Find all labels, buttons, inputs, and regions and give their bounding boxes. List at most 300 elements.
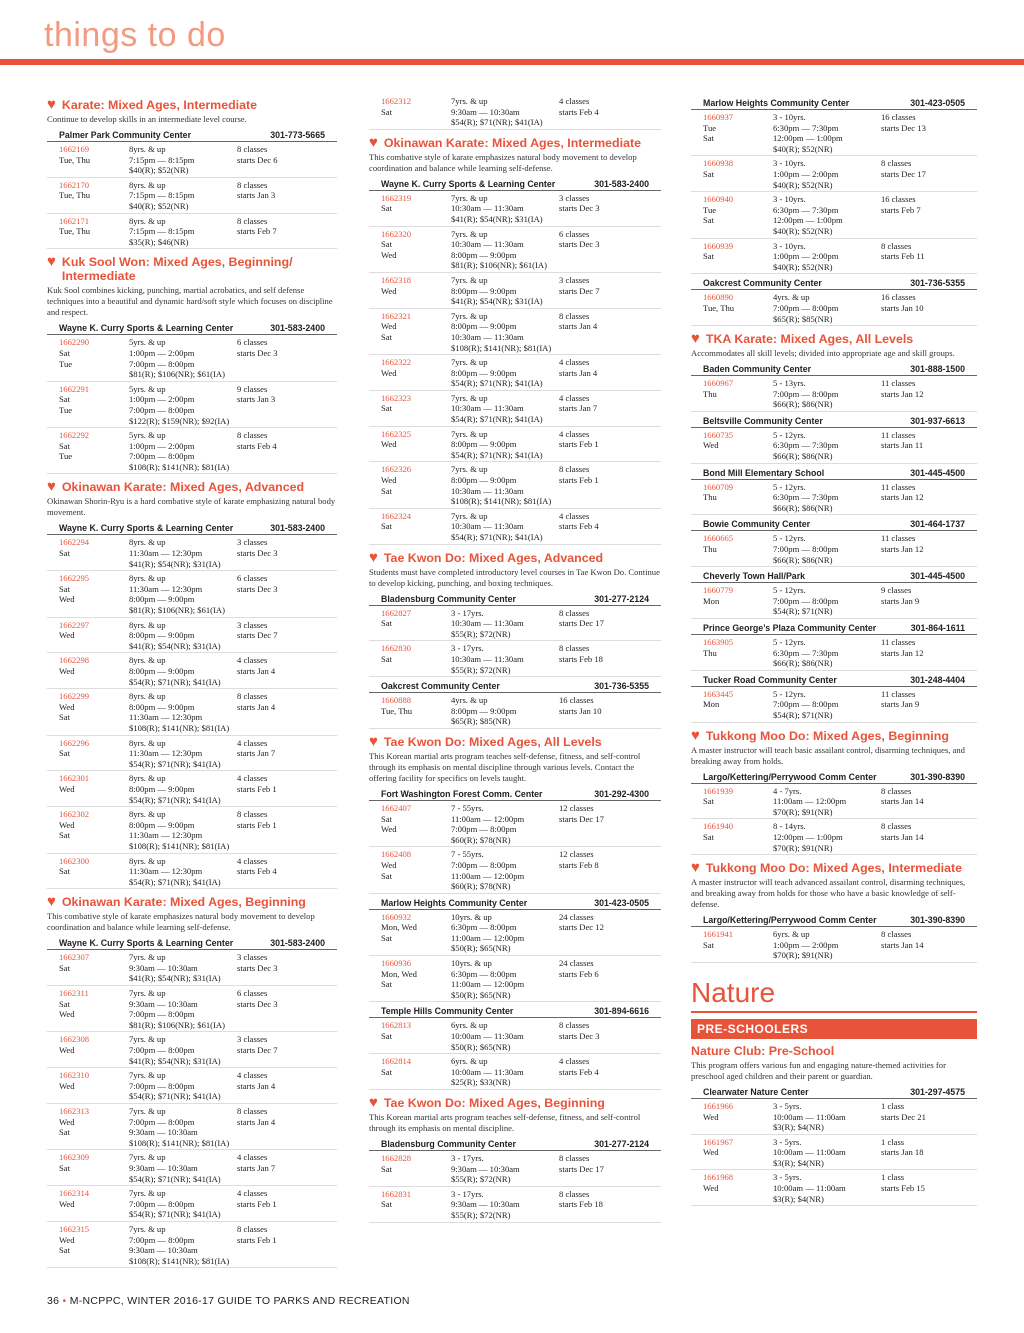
- session-time: 1:00pm — 2:00pm: [773, 168, 839, 179]
- session-days: Sat: [59, 748, 70, 759]
- session-detail-cell: [773, 1172, 881, 1204]
- session-detail-cell: [451, 96, 559, 128]
- session-detail-cell: [451, 393, 559, 425]
- session-detail-cell: [773, 585, 881, 617]
- session-detail-cell: [129, 1224, 237, 1266]
- session-time: 10:30am — 11:30am: [451, 618, 524, 629]
- session-days: Tue, Thu: [59, 154, 91, 165]
- activity-title: [47, 895, 337, 909]
- session-code-cell: [381, 275, 451, 307]
- session-start: starts Dec 7: [559, 285, 600, 296]
- session-fee: $60(R); $78(NR): [451, 834, 511, 845]
- session-classes: 8 classes: [237, 430, 268, 441]
- session-row: [369, 273, 661, 309]
- location-header: [369, 787, 661, 801]
- session-start: starts Dec 3: [237, 347, 278, 358]
- session-time: 6:30pm — 7:30pm 12:00pm — 1:00pm: [773, 204, 843, 226]
- session-count-cell: [559, 912, 661, 954]
- location-name: Clearwater Nature Center: [703, 1086, 809, 1097]
- session-ages: 4yrs. & up: [451, 695, 488, 706]
- session-ages: 6yrs. & up: [451, 1056, 488, 1067]
- session-count-cell: [881, 158, 977, 190]
- session-row: [369, 847, 661, 893]
- course-code: 1660936: [381, 958, 412, 969]
- session-detail-cell: [773, 929, 881, 961]
- session-fee: $60(R); $78(NR): [451, 881, 511, 892]
- activity-title: [369, 133, 661, 151]
- session-code-cell: [703, 929, 773, 961]
- session-code-cell: [703, 1101, 773, 1133]
- session-start: starts Jan 3: [237, 394, 276, 405]
- session-code-cell: [59, 430, 129, 472]
- session-ages: 7yrs. & up: [129, 1070, 166, 1081]
- session-code-cell: [59, 809, 129, 851]
- session-days: Sat: [703, 251, 714, 262]
- footer-bullet-icon: •: [62, 1295, 67, 1307]
- session-start: starts Dec 13: [881, 122, 926, 133]
- session-ages: 6yrs. & up: [451, 1020, 488, 1031]
- session-ages: 3 - 5yrs.: [773, 1100, 802, 1111]
- session-classes: 4 classes: [237, 1188, 268, 1199]
- session-classes: 8 classes: [881, 785, 912, 796]
- session-fee: $66(R); $86(NR): [773, 502, 833, 513]
- session-days: Sat Wed: [59, 583, 75, 605]
- session-start: starts Dec 3: [559, 1031, 600, 1042]
- session-classes: 8 classes: [237, 215, 268, 226]
- session-code-cell: [703, 158, 773, 190]
- session-start: starts Jan 4: [237, 701, 276, 712]
- session-start: starts Jan 12: [881, 388, 924, 399]
- session-detail-cell: [451, 357, 559, 389]
- location-name: Temple Hills Community Center: [381, 1006, 514, 1017]
- session-code-cell: [703, 1137, 773, 1169]
- session-code-cell: [703, 637, 773, 669]
- session-ages: 8yrs. & up: [129, 619, 166, 630]
- session-row: [47, 382, 337, 428]
- session-detail-cell: [773, 1137, 881, 1169]
- session-start: starts Jan 12: [881, 544, 924, 555]
- session-time: 10:30am — 11:30am: [451, 403, 524, 414]
- session-code-cell: [381, 912, 451, 954]
- session-code-cell: [381, 511, 451, 543]
- session-fee: $40(R); $52(NR): [773, 225, 833, 236]
- course-code: 1662310: [59, 1070, 90, 1081]
- heart-icon: ♥: [691, 726, 700, 744]
- course-code: 1660932: [381, 911, 412, 922]
- course-code: 1662315: [59, 1223, 90, 1234]
- session-fee: $50(R); $65(NR): [451, 989, 511, 1000]
- session-code-cell: [59, 180, 129, 212]
- session-ages: 5 - 12yrs.: [773, 533, 806, 544]
- session-ages: 7yrs. & up: [451, 310, 488, 321]
- session-time: 10:00am — 11:00am: [773, 1183, 846, 1194]
- session-days: Wed: [703, 1147, 719, 1158]
- session-days: Wed: [59, 783, 75, 794]
- session-detail-cell: [451, 1189, 559, 1221]
- activity-title: [47, 255, 337, 283]
- session-start: starts Jan 18: [881, 1147, 924, 1158]
- session-time: 7:00pm — 8:00pm 9:30am — 10:30am: [129, 1116, 198, 1138]
- session-classes: 9 classes: [237, 383, 268, 394]
- session-count-cell: [881, 378, 977, 410]
- session-fee: $3(R); $4(NR): [773, 1193, 824, 1204]
- session-days: Wed: [703, 440, 719, 451]
- course-code: 1662407: [381, 802, 412, 813]
- course-code: 1662828: [381, 1153, 412, 1163]
- session-ages: 5 - 12yrs.: [773, 585, 806, 596]
- session-days: Thu: [703, 388, 717, 399]
- session-classes: 24 classes: [559, 911, 594, 922]
- location-name: Fort Washington Forest Comm. Center: [381, 788, 543, 799]
- session-row: [369, 1187, 661, 1223]
- session-classes: 12 classes: [559, 849, 594, 860]
- course-code: 1663905: [703, 637, 734, 647]
- session-ages: 8yrs. & up: [129, 144, 166, 154]
- session-ages: 5 - 12yrs.: [773, 637, 806, 647]
- session-ages: 7 - 55yrs.: [451, 849, 484, 860]
- location-header: [691, 621, 977, 635]
- course-code: 1663445: [703, 688, 734, 699]
- activity: [691, 726, 977, 856]
- session-classes: 1 class: [881, 1172, 905, 1183]
- activity-description: This Korean martial arts program teaches self-defense, fitness, and self-control through its emphasis on mental discipline.: [369, 1112, 641, 1133]
- session-ages: 5 - 12yrs.: [773, 429, 806, 440]
- session-detail-cell: [129, 1070, 237, 1102]
- session-code-cell: [703, 378, 773, 410]
- session-ages: 8yrs. & up: [129, 573, 166, 584]
- session-classes: 8 classes: [559, 607, 590, 618]
- session-detail-cell: [773, 637, 881, 669]
- session-classes: 4 classes: [237, 855, 268, 866]
- session-row: [47, 736, 337, 772]
- session-classes: 11 classes: [881, 378, 916, 389]
- session-time: 7:00pm — 8:00pm 9:30am — 10:30am: [129, 1234, 198, 1256]
- session-count-cell: [237, 620, 337, 652]
- session-code-cell: [59, 988, 129, 1030]
- session-count-cell: [237, 1152, 337, 1184]
- session-time: 11:00am — 12:00pm 7:00pm — 8:00pm: [451, 813, 525, 835]
- session-time: 8:00pm — 9:00pm: [451, 285, 517, 296]
- session-code-cell: [59, 738, 129, 770]
- location-phone: 301-464-1737: [910, 519, 965, 530]
- session-time: 11:00am — 12:00pm: [773, 796, 847, 807]
- session-days: Thu: [703, 544, 717, 555]
- session-fee: $122(R); $159(NR); $92(IA): [129, 415, 230, 426]
- session-fee: $40(R); $52(NR): [773, 143, 833, 154]
- activity-description: This Korean martial arts program teaches self-defense, fitness, and self-control through its emphasis on mental discipline through various levels. Contact the offering facility for specifics on levels taught.: [369, 750, 641, 783]
- session-count-cell: [559, 193, 661, 225]
- course-code: 1662408: [381, 849, 412, 860]
- session-time: 10:30am — 11:30am: [451, 203, 524, 214]
- session-start: starts Jan 3: [237, 190, 276, 201]
- activity-title: [47, 480, 337, 494]
- session-classes: 24 classes: [559, 958, 594, 969]
- activity: [369, 1096, 661, 1223]
- session-fee: $108(R); $141(NR); $81(IA): [129, 1255, 230, 1266]
- session-time: 11:30am — 12:30pm: [129, 748, 203, 759]
- location-phone: 301-736-5355: [910, 278, 965, 289]
- session-days: Wed Sat: [59, 819, 75, 841]
- session-row: [691, 1135, 977, 1171]
- session-code-cell: [381, 96, 451, 128]
- session-detail-cell: [451, 958, 559, 1000]
- session-ages: 8 - 14yrs.: [773, 821, 806, 832]
- course-code: 1662296: [59, 737, 90, 748]
- session-start: starts Jan 11: [881, 440, 924, 451]
- session-row: [47, 986, 337, 1032]
- location-phone: 301-736-5355: [594, 681, 649, 692]
- session-row: [691, 635, 977, 671]
- session-classes: 4 classes: [237, 773, 268, 784]
- session-time: 7:00pm — 8:00pm: [773, 544, 839, 555]
- course-code: 1662319: [381, 192, 412, 203]
- session-days: Wed: [59, 630, 75, 641]
- session-days: Sat: [381, 1031, 392, 1042]
- session-row: [47, 771, 337, 807]
- session-ages: 7yrs. & up: [451, 510, 488, 521]
- location-header: [369, 177, 661, 191]
- session-ages: 3 - 17yrs.: [451, 643, 484, 654]
- activity: [369, 94, 661, 130]
- session-start: starts Jan 4: [559, 321, 598, 332]
- session-code-cell: [381, 1020, 451, 1052]
- session-fee: $55(R); $72(NR): [451, 628, 511, 639]
- course-code: 1660940: [703, 194, 734, 205]
- session-count-cell: [559, 275, 661, 307]
- session-fee: $54(R); $71(NR): [773, 606, 833, 617]
- session-code-cell: [381, 958, 451, 1000]
- session-count-cell: [559, 849, 661, 891]
- session-start: starts Feb 15: [881, 1183, 925, 1194]
- session-start: starts Jan 4: [237, 1116, 276, 1127]
- session-ages: 5 - 12yrs.: [773, 688, 806, 699]
- session-ages: 6yrs. & up: [773, 929, 810, 940]
- course-code: 1662308: [59, 1034, 90, 1045]
- location-name: Largo/Kettering/Perrywood Comm Center: [703, 915, 877, 926]
- footer-text: M-NCPPC, WINTER 2016-17 GUIDE TO PARKS AND RECREATION: [69, 1295, 410, 1307]
- session-start: starts Dec 7: [237, 630, 278, 641]
- session-start: starts Jan 7: [237, 748, 276, 759]
- session-code-cell: [381, 643, 451, 675]
- session-count-cell: [237, 216, 337, 248]
- session-start: starts Dec 3: [559, 203, 600, 214]
- course-code: 1662299: [59, 691, 90, 702]
- session-code-cell: [703, 689, 773, 721]
- session-fee: $108(R); $141(NR); $81(IA): [129, 1137, 230, 1148]
- session-time: 10:30am — 11:30am: [451, 521, 524, 532]
- session-fee: $41(R); $54(NR); $31(IA): [451, 213, 543, 224]
- course-code: 1662290: [59, 337, 90, 348]
- session-classes: 8 classes: [559, 1020, 590, 1031]
- session-days: Sat: [59, 962, 70, 973]
- session-detail-cell: [451, 511, 559, 543]
- session-row: [691, 239, 977, 275]
- session-code-cell: [703, 112, 773, 154]
- session-count-cell: [559, 695, 661, 727]
- session-code-cell: [59, 384, 129, 426]
- session-start: starts Dec 17: [559, 618, 604, 629]
- session-count-cell: [881, 1137, 977, 1169]
- session-start: starts Dec 7: [237, 1045, 278, 1056]
- session-classes: 8 classes: [237, 691, 268, 702]
- location-phone: 301-894-6616: [594, 1006, 649, 1017]
- activity-title-text: Kuk Sool Won: Mixed Ages, Beginning/ Intermediate: [61, 255, 293, 284]
- session-row: [47, 1104, 337, 1150]
- session-row: [691, 428, 977, 464]
- session-detail-cell: [451, 311, 559, 353]
- session-days: Mon, Wed Sat: [381, 968, 417, 990]
- session-row: [691, 927, 977, 963]
- session-code-cell: [381, 695, 451, 727]
- session-time: 1:00pm — 2:00pm: [773, 251, 839, 262]
- session-count-cell: [559, 311, 661, 353]
- session-count-cell: [881, 786, 977, 818]
- location-header: [691, 414, 977, 428]
- session-ages: 8yrs. & up: [129, 855, 166, 866]
- session-days: Wed Sat: [381, 321, 397, 342]
- location-phone: 301-390-8390: [910, 771, 965, 782]
- activity-title: [47, 98, 337, 112]
- heart-icon: ♥: [369, 732, 378, 750]
- session-days: Tue, Thu: [703, 302, 735, 313]
- session-ages: 8yrs. & up: [129, 691, 166, 702]
- session-row: [369, 427, 661, 463]
- session-start: starts Jan 9: [881, 595, 920, 606]
- activity-description: This combative style of karate emphasizes natural body movement to develop coordination and balance while learning self-defense.: [369, 151, 637, 173]
- session-detail-cell: [451, 643, 559, 675]
- session-count-cell: [881, 194, 977, 236]
- session-time: 7:00pm — 8:00pm 11:00am — 12:00pm: [451, 859, 525, 881]
- heart-icon: ♥: [47, 253, 56, 271]
- session-detail-cell: [129, 1106, 237, 1148]
- session-classes: 11 classes: [881, 481, 916, 492]
- session-ages: 7yrs. & up: [129, 988, 166, 999]
- session-time: 7:00pm — 8:00pm: [129, 1198, 195, 1209]
- session-fee: $81(R); $106(NR); $61(IA): [129, 1019, 225, 1030]
- session-count-cell: [881, 1172, 977, 1204]
- session-ages: 7yrs. & up: [129, 1188, 166, 1199]
- session-row: [369, 1054, 661, 1090]
- session-row: [691, 376, 977, 412]
- session-count-cell: [559, 1020, 661, 1052]
- session-start: starts Feb 1: [237, 783, 277, 794]
- session-fee: $108(R); $141(NR); $81(IA): [451, 496, 552, 507]
- session-row: [691, 583, 977, 619]
- session-time: 8:00pm — 9:00pm 11:30am — 12:30pm: [129, 819, 203, 841]
- course-code: 1661967: [703, 1136, 734, 1147]
- session-days: Sat: [381, 106, 392, 117]
- session-count-cell: [881, 112, 977, 154]
- session-code-cell: [703, 821, 773, 853]
- session-classes: 4 classes: [237, 1070, 268, 1081]
- course-code: 1662301: [59, 773, 90, 784]
- session-row: [369, 801, 661, 847]
- course-code: 1662311: [59, 988, 89, 999]
- session-days: Sat: [381, 521, 392, 532]
- session-count-cell: [237, 430, 337, 472]
- session-count-cell: [881, 430, 977, 462]
- session-start: starts Dec 12: [559, 922, 604, 933]
- session-fee: $108(R); $141(NR); $81(IA): [129, 722, 230, 733]
- session-days: Sat: [703, 168, 714, 179]
- session-ages: 8yrs. & up: [129, 737, 166, 748]
- location-header: [369, 1137, 661, 1151]
- session-days: Sat: [381, 618, 392, 629]
- session-classes: 8 classes: [559, 1153, 590, 1163]
- session-count-cell: [237, 856, 337, 888]
- location-header: [691, 466, 977, 480]
- session-ages: 7yrs. & up: [451, 96, 488, 106]
- session-detail-cell: [129, 430, 237, 472]
- session-ages: 3 - 17yrs.: [451, 607, 484, 618]
- session-days: Wed: [59, 666, 75, 676]
- session-fee: $41(R); $54(NR); $31(IA): [129, 973, 221, 984]
- session-row: [47, 535, 337, 571]
- activity-title: Nature Club: Pre-School: [691, 1043, 835, 1058]
- session-classes: 4 classes: [559, 96, 590, 106]
- column-1: [47, 94, 337, 1274]
- location-header: [691, 770, 977, 784]
- activity-title-text: Okinawan Karate: Mixed Ages, Intermediate: [383, 135, 641, 150]
- session-code-cell: [381, 311, 451, 353]
- session-start: starts Jan 4: [559, 367, 598, 378]
- session-classes: 3 classes: [237, 537, 268, 548]
- session-time: 6:30pm — 7:30pm: [773, 647, 839, 658]
- session-days: Sat: [381, 1163, 392, 1174]
- session-start: starts Feb 7: [237, 226, 277, 237]
- session-start: starts Dec 6: [237, 154, 278, 165]
- session-classes: 4 classes: [237, 655, 268, 666]
- course-code: 1660939: [703, 240, 734, 251]
- session-row: [369, 509, 661, 545]
- course-code: 1661939: [703, 785, 734, 796]
- preschoolers-band: PRE-SCHOOLERS: [691, 1019, 977, 1039]
- location-phone: 301-277-2124: [594, 1139, 649, 1149]
- session-code-cell: [381, 1153, 451, 1185]
- session-start: starts Jan 12: [881, 492, 924, 503]
- session-ages: 7yrs. & up: [451, 464, 488, 475]
- session-start: starts Jan 9: [881, 699, 920, 710]
- session-ages: 8yrs. & up: [129, 809, 166, 820]
- session-ages: 3 - 10yrs.: [773, 112, 806, 122]
- session-row: [691, 156, 977, 192]
- session-fee: $40(R); $52(NR): [129, 200, 189, 211]
- activity-description: Kuk Sool combines kicking, punching, martial acrobatics, and self defense techniques into a beautiful and dynamic hard/soft style which focuses on discipline and respect.: [47, 285, 333, 318]
- session-count-cell: [237, 1224, 337, 1266]
- location-phone: 301-423-0505: [910, 98, 965, 108]
- session-classes: 16 classes: [881, 292, 916, 303]
- session-days: Wed Sat: [59, 701, 75, 723]
- session-detail-cell: [129, 1152, 237, 1184]
- session-ages: 8yrs. & up: [129, 215, 166, 226]
- session-start: starts Jan 7: [559, 403, 598, 414]
- session-detail-cell: [129, 537, 237, 569]
- session-days: Sat: [381, 653, 392, 664]
- session-detail-cell: [773, 241, 881, 273]
- session-start: starts Feb 1: [237, 1198, 277, 1209]
- session-classes: 8 classes: [237, 179, 268, 190]
- session-days: Sat: [381, 203, 392, 214]
- course-code: 1661966: [703, 1100, 734, 1111]
- session-ages: 4 - 7yrs.: [773, 785, 802, 796]
- session-row: [47, 807, 337, 853]
- session-row: [369, 693, 661, 729]
- session-classes: 9 classes: [881, 585, 912, 596]
- course-code: 1660938: [703, 158, 734, 169]
- session-days: Sat Tue: [59, 347, 73, 369]
- session-code-cell: [381, 429, 451, 461]
- session-time: 8:00pm — 9:00pm 11:30am — 12:30pm: [129, 701, 203, 723]
